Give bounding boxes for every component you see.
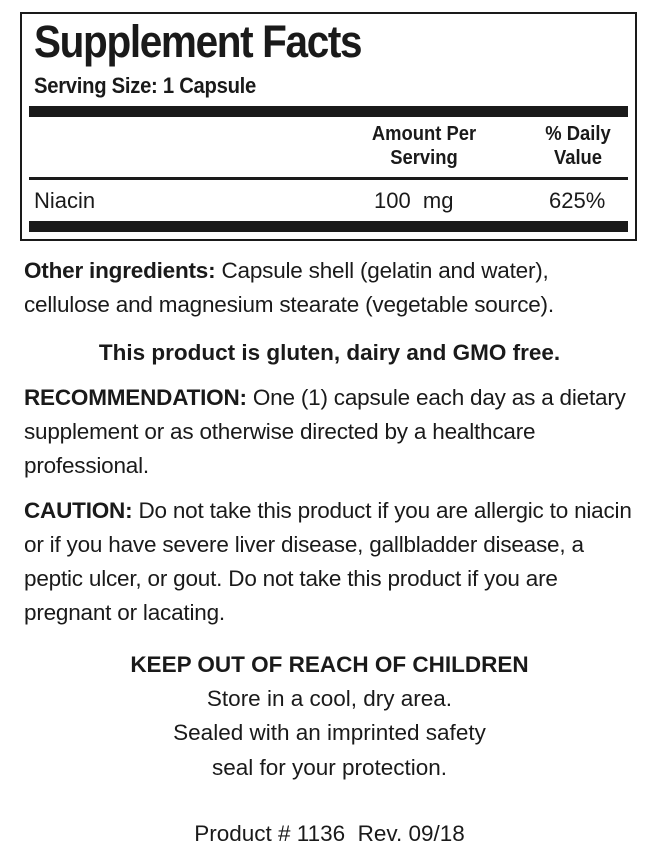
storage-line-2: Sealed with an imprinted safety (173, 720, 486, 745)
thick-divider-top (29, 106, 628, 117)
caution (24, 494, 636, 630)
thin-divider (29, 177, 628, 180)
recommendation (24, 381, 636, 483)
caution-label: CAUTION: (24, 498, 133, 523)
nutrient-name: Niacin (34, 188, 96, 213)
storage-line-3: seal for your protection. (211, 755, 448, 780)
recommendation-label: RECOMMENDATION: (24, 385, 247, 410)
storage-line-1: Store in a cool, dry area. (206, 686, 453, 711)
other-ingredients (24, 254, 636, 322)
recommendation-text: One (1) capsule each day as a dietary supplement or as otherwise directed by a healthcare professional. (24, 385, 626, 478)
amount-per-serving-header: Amount Per Serving (371, 123, 477, 169)
other-ingredients-label: Other ingredients: (24, 258, 216, 283)
thick-divider-bottom (29, 221, 628, 232)
supplement-facts-panel (20, 12, 637, 241)
allergen-free-statement: This product is gluten, dairy and GMO free. (98, 340, 561, 365)
nutrient-daily-value: 625% (549, 188, 606, 213)
other-ingredients-text: Capsule shell (gelatin and water), cellulose and magnesium stearate (vegetable source). (24, 258, 554, 317)
daily-value-header: % Daily Value (545, 123, 611, 169)
caution-text: Do not take this product if you are allergic to niacin or if you have severe liver disease, gallbladder disease, a peptic ulcer, or gout. Do not take this product if you are pregnant or lacating. (24, 498, 632, 625)
nutrient-amount: 100 mg (374, 188, 454, 213)
product-number: Product # 1136 Rev. 09/18 (194, 821, 465, 846)
facts-title: Supplement Facts (34, 16, 362, 67)
serving-size: Serving Size: 1 Capsule (34, 73, 257, 98)
keep-out-of-reach-warning: KEEP OUT OF REACH OF CHILDREN (130, 652, 529, 677)
